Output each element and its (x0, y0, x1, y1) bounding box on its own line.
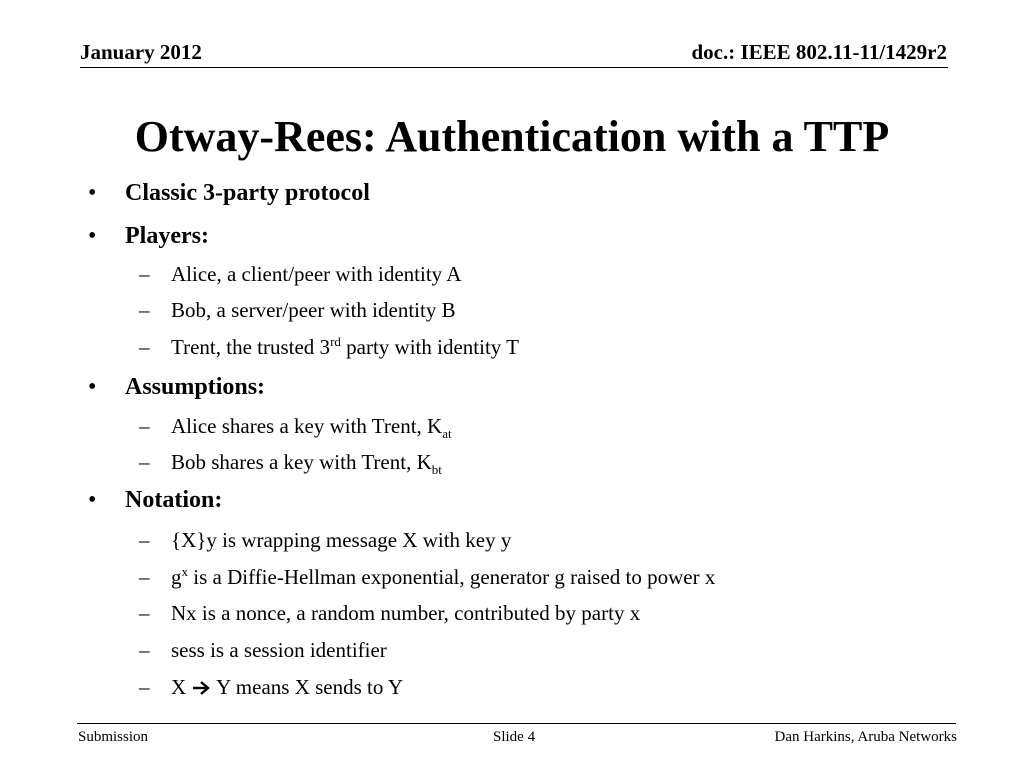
bullet-marker: • (88, 223, 97, 249)
sub-bullet-item (139, 638, 387, 663)
dash-marker: – (139, 638, 150, 662)
bullet-item (88, 223, 209, 250)
sub-bullet-text: Y means X sends to Y (216, 675, 404, 699)
sub-bullet-item (139, 262, 462, 287)
bullet-item (88, 374, 266, 401)
sub-bullet-item (139, 528, 512, 553)
right-arrow-icon (192, 677, 210, 702)
bullet-item (88, 180, 370, 207)
header-doc-id: doc.: IEEE 802.11-11/1429r2 (691, 40, 947, 64)
sub-bullet-item (139, 450, 442, 478)
sub-bullet-text: {X}y is wrapping message X with key y (171, 528, 512, 552)
sub-bullet-item (139, 564, 716, 590)
header-date: January 2012 (80, 40, 202, 64)
subscript: at (442, 426, 452, 442)
sub-bullet-item (139, 414, 452, 442)
superscript: x (181, 564, 188, 579)
sub-bullet-text: is a Diffie-Hellman exponential, generator g raised to power x (188, 565, 716, 589)
footer-submission: Submission (78, 729, 149, 745)
dash-marker: – (139, 298, 150, 322)
sub-bullet-item (139, 601, 641, 626)
dash-marker: – (139, 262, 150, 286)
bullet-text: Players: (125, 223, 209, 249)
sub-bullet-text: Trent, the trusted 3 (171, 335, 331, 359)
bullet-text: Notation: (125, 487, 223, 513)
sub-bullet-item (139, 675, 404, 702)
bullet-item (88, 487, 223, 514)
sub-bullet-text: Bob, a server/peer with identity B (171, 298, 456, 322)
bullet-text: Assumptions: (125, 374, 266, 400)
sub-bullet-text: X (171, 675, 187, 699)
sub-bullet-item (139, 334, 519, 360)
dash-marker: – (139, 675, 150, 699)
bullet-marker: • (88, 374, 97, 400)
sub-bullet-text: Alice, a client/peer with identity A (171, 262, 462, 286)
sub-bullet-text: Alice shares a key with Trent, K (171, 414, 443, 438)
bullet-marker: • (88, 487, 97, 513)
dash-marker: – (139, 601, 150, 625)
dash-marker: – (139, 335, 150, 359)
bullet-text: Classic 3-party protocol (125, 180, 370, 206)
sub-bullet-item (139, 298, 456, 323)
superscript: rd (330, 334, 341, 349)
sub-bullet-text: Nx is a nonce, a random number, contributed by party x (171, 601, 641, 625)
sub-bullet-text: party with identity T (340, 335, 519, 359)
dash-marker: – (139, 528, 150, 552)
slide-title: Otway-Rees: Authentication with a TTP (134, 112, 890, 161)
sub-bullet-text: g (171, 565, 182, 589)
footer-divider (77, 723, 956, 724)
dash-marker: – (139, 450, 150, 474)
dash-marker: – (139, 414, 150, 438)
dash-marker: – (139, 565, 150, 589)
sub-bullet-text: Bob shares a key with Trent, K (171, 450, 432, 474)
bullet-marker: • (88, 180, 97, 206)
sub-bullet-text: sess is a session identifier (171, 638, 387, 662)
subscript: bt (431, 462, 442, 478)
footer-author: Dan Harkins, Aruba Networks (774, 729, 957, 745)
footer-slide-number: Slide 4 (493, 729, 536, 745)
